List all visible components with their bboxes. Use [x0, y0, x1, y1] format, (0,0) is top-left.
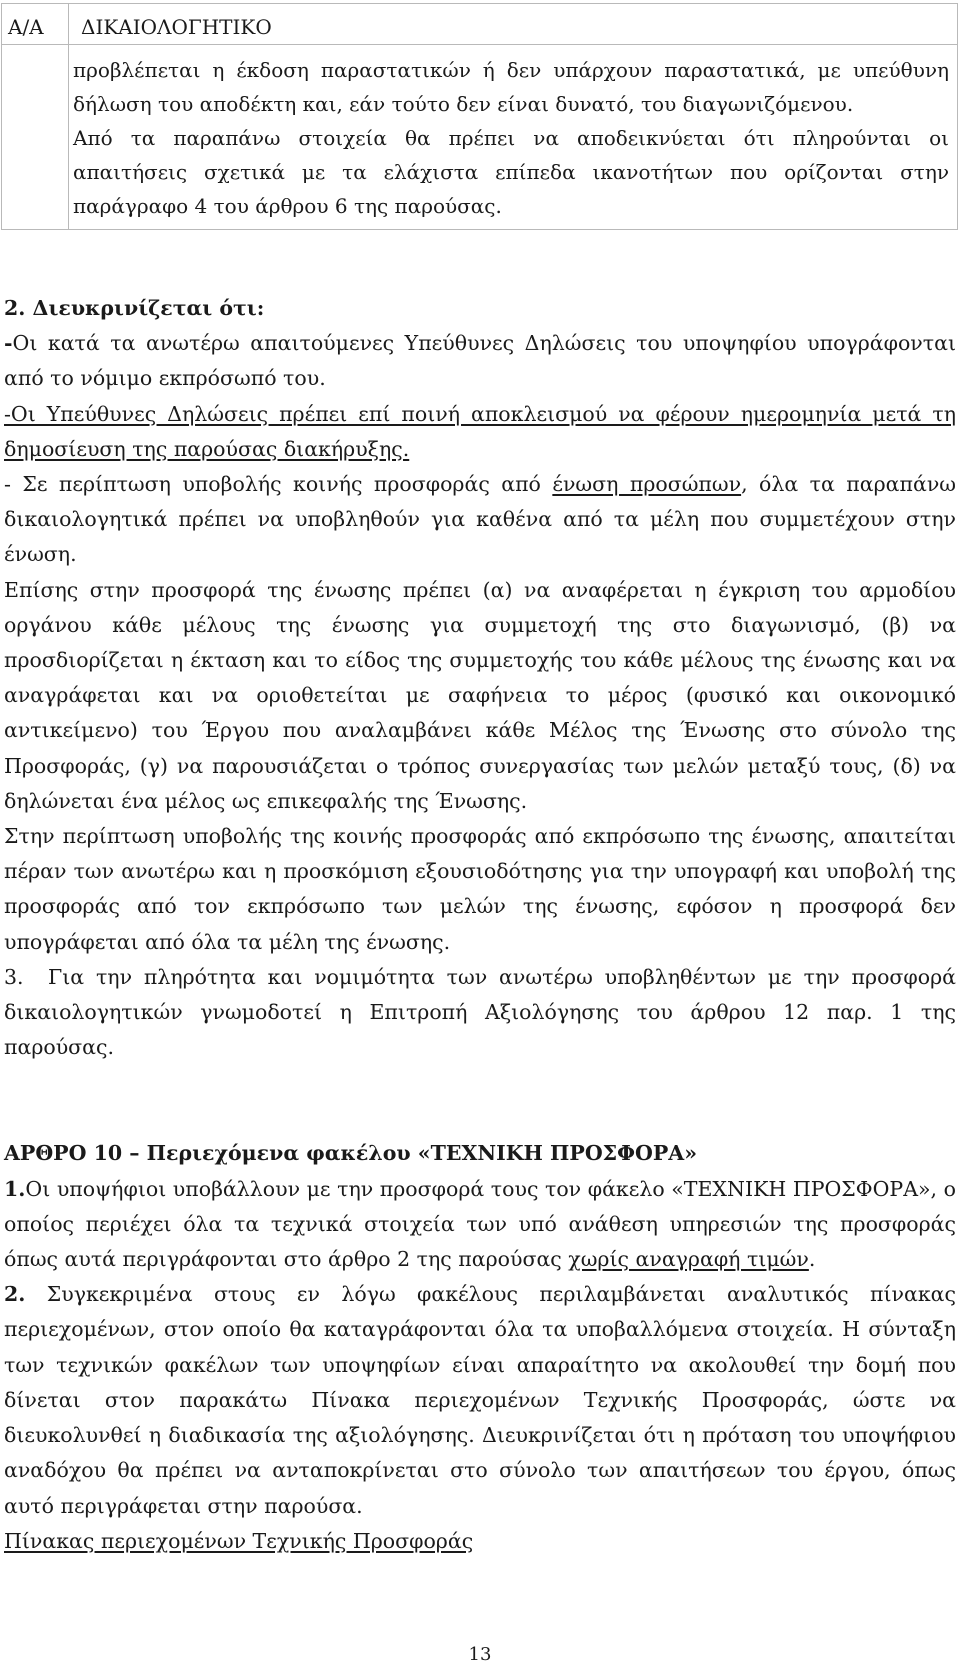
article-10-paragraph-1 [4, 1172, 956, 1278]
header-aa: Α/Α [2, 4, 69, 45]
union-of-persons-text: ένωση προσώπων [552, 472, 742, 497]
clarification-item-3-end: , όλα τα παραπάνω δικαιολογητικά πρέπει να υποβληθούν για καθένα από τα μέλη που συμμετέχουν στην ένωση. [4, 472, 956, 567]
table-header-row [2, 4, 958, 45]
page-number: 13 [468, 1644, 492, 1665]
cell-paragraph-1: προβλέπεται η έκδοση παραστατικών ή δεν υπάρχουν παραστατικά, με υπεύθυνη δήλωση του αποδέκτη και, εάν τούτο δεν είναι δυνατό, του διαγωνιζόμενου. [73, 58, 949, 116]
article-10-paragraph-2 [4, 1277, 956, 1523]
row-number-cell [2, 45, 69, 230]
article-10-p2-text: Συγκεκριμένα στους εν λόγω φακέλους περιλαμβάνεται αναλυτικός πίνακας περιεχομένων, στον οποίο θα καταγράφονται όλα τα υποβαλλόμενα στοιχεία. Η σύνταξη των τεχνικών φακέλων των υποψηφίων είναι απαραίτητο να ακολουθεί την δομή που δίνεται στον παρακάτω Πίνακα περιεχομένων Τεχνικής Προσφοράς, ώστε να διευκολυνθεί η διαδικασία της αξιολόγησης. Διευκρινίζεται ότι η πρόταση του υποψήφιου αναδόχου θα πρέπει να ανταποκρίνεται στο σύνολο των απαιτήσεων του έργου, όπως αυτό περιγράφεται στην παρούσα. [4, 1282, 956, 1518]
article-10-p2-number: 2. [4, 1282, 26, 1307]
representative-paragraph: Στην περίπτωση υποβολής της κοινής προσφοράς από εκπρόσωπο της ένωσης, απαιτείται πέραν των ανωτέρω και η προσκόμιση εξουσιοδότησης για την υπογραφή και υποβολή της προσφοράς από τον εκπρόσωπο των μελών της ένωσης, εφόσον η προσφορά δεν υπογράφεται από όλα τα μέλη της ένωσης. [4, 824, 956, 954]
section-3-paragraph [4, 960, 956, 1066]
section-3-text: Για την πληρότητα και νομιμότητα των ανωτέρω υποβληθέντων με την προσφορά δικαιολογητικών γνωμοδοτεί η Επιτροπή Αξιολόγησης του άρθρου 12 παρ. 1 της παρούσας. [4, 964, 956, 1060]
clarification-item-1 [4, 326, 956, 396]
no-prices-text: χωρίς αναγραφή τιμών [568, 1247, 809, 1272]
clarification-item-3-start: - Σε περίπτωση υποβολής κοινής προσφοράς από [4, 472, 553, 497]
requirements-table [1, 3, 958, 230]
row-text-cell [69, 45, 958, 230]
document-body [4, 291, 956, 1559]
header-document: ΔΙΚΑΙΟΛΟΓΗΤΙΚΟ [69, 4, 958, 45]
article-10-p1-end: . [808, 1247, 816, 1272]
article-10-heading: ΑΡΘΡΟ 10 – Περιεχόμενα φακέλου «ΤΕΧΝΙΚΗ ΠΡΟΣΦΟΡΑ» [4, 1141, 698, 1166]
dash-marker: - [4, 331, 13, 356]
table-row [2, 45, 958, 230]
cell-paragraph-2: Από τα παραπάνω στοιχεία θα πρέπει να αποδεικνύεται ότι πληρούνται οι απαιτήσεις σχετικά με τα ελάχιστα επίπεδα ικανοτήτων που ορίζονται στην παράγραφο 4 του άρθρου 6 της παρούσας. [73, 126, 949, 218]
clarification-heading: 2. Διευκρινίζεται ότι: [4, 296, 265, 320]
clarification-item-3 [4, 467, 956, 573]
spacer [4, 1065, 956, 1136]
clarification-item-1-text: Οι κατά τα ανωτέρω απαιτούμενες Υπεύθυνες Δηλώσεις του υποψηφίου υπογράφονται από το νόμιμο εκπρόσωπό του. [4, 331, 956, 391]
section-3-number: 3. [4, 964, 24, 989]
union-requirements-paragraph: Επίσης στην προσφορά της ένωσης πρέπει (α) να αναφέρεται η έγκριση του αρμοδίου οργάνου κάθε μέλους της ένωσης για συμμετοχή της στο διαγωνισμό, (β) να προσδιορίζεται η έκταση και το είδος της συμμετοχής του κάθε μέλους της ένωσης και να αναγράφεται και να οριοθετείται με σαφήνεια το μέρος (φυσικό και οικονομικό αντικείμενο) του Έργου που αναλαμβάνει κάθε Μέλος της Ένωσης στο σύνολο της Προσφοράς, (γ) να παρουσιάζεται ο τρόπος συνεργασίας των μελών μεταξύ τους, (δ) να δηλώνεται ένα μέλος ως επικεφαλής της Ένωσης. [4, 577, 956, 813]
technical-offer-table-title: Πίνακας περιεχομένων Τεχνικής Προσφοράς [4, 1528, 474, 1553]
article-10-p1-text: Οι υποψήφιοι υποβάλλουν με την προσφορά τους τον φάκελο «ΤΕΧΝΙΚΗ ΠΡΟΣΦΟΡΑ», ο οποίος περιέχει όλα τα τεχνικά στοιχεία των υπό ανάθεση υπηρεσιών της προσφοράς όπως αυτά περιγράφονται στο άρθρο 2 της παρούσας [4, 1176, 956, 1272]
clarification-item-2: -Οι Υπεύθυνες Δηλώσεις πρέπει επί ποινή αποκλεισμού να φέρουν ημερομηνία μετά τη δημοσίευση της παρούσας διακήρυξης. [4, 401, 956, 461]
article-10-p1-number: 1. [4, 1176, 26, 1201]
